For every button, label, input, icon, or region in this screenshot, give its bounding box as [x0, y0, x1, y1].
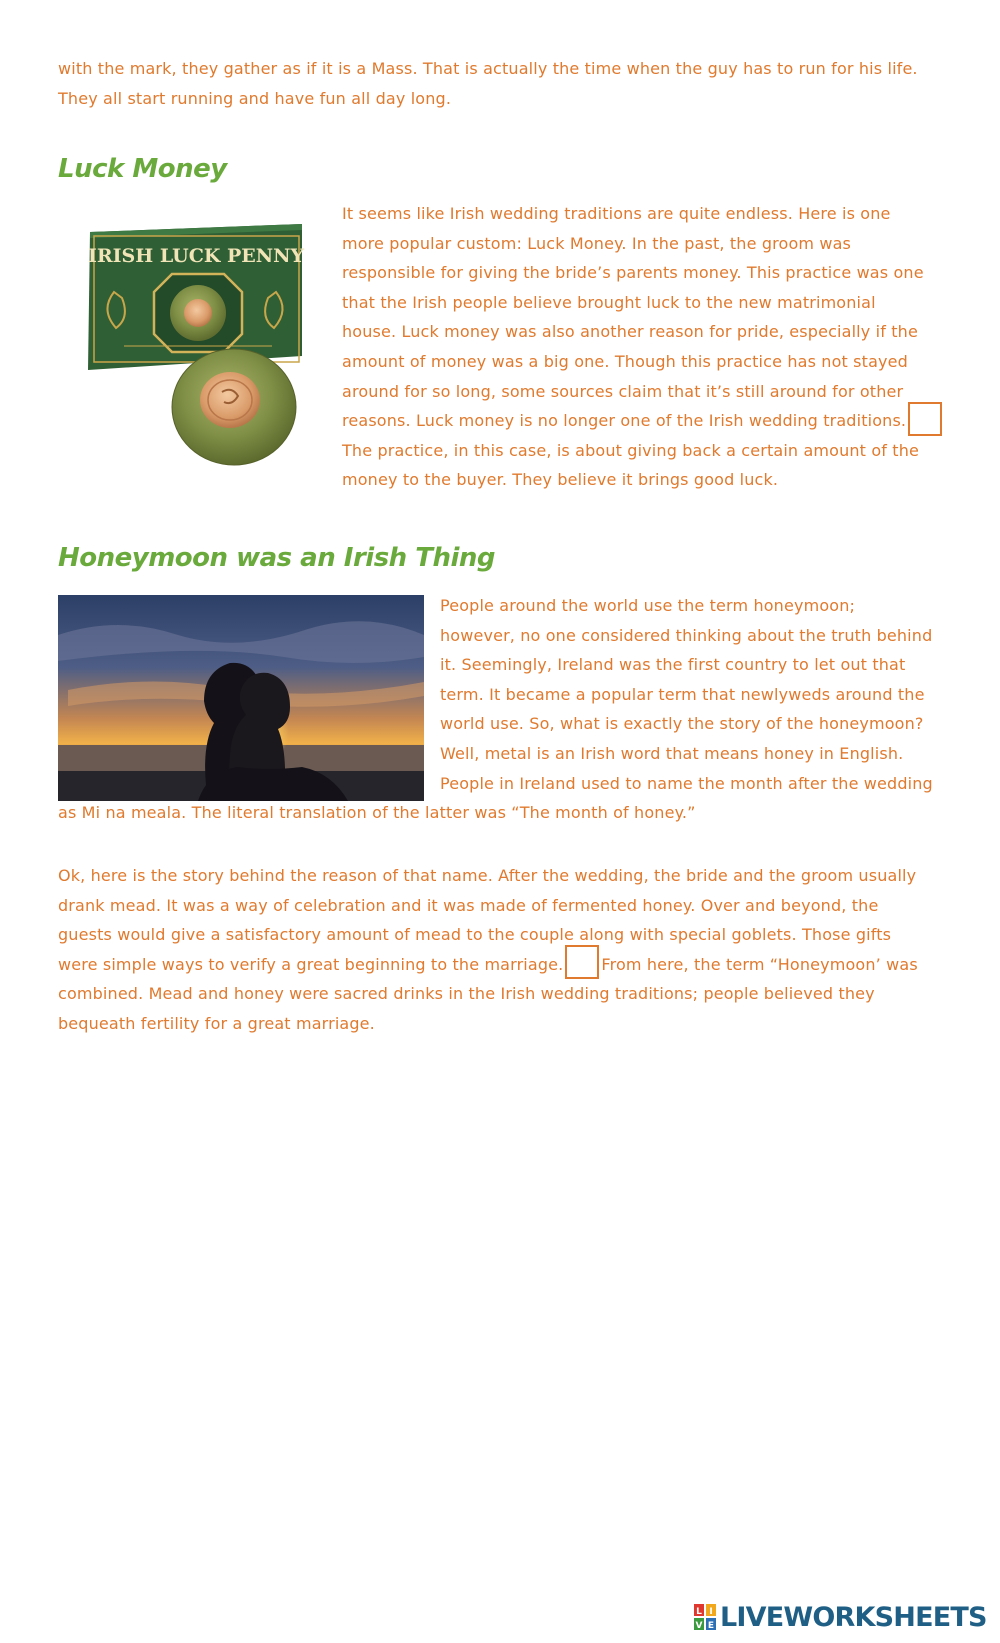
liveworksheets-logo: [694, 1601, 987, 1633]
text-line: It seems like Irish wedding traditions are quite endless. Here is one: [342, 204, 891, 223]
mead-paragraph: [58, 861, 918, 1039]
text-line: drank mead. It was a way of celebration and it was made of fermented honey. Over and beyond, the: [58, 895, 879, 915]
answer-box-luck-money[interactable]: [908, 402, 942, 436]
logo-text: LIVEWORKSHEETS: [720, 1601, 987, 1633]
text-line: They all start running and have fun all day long.: [58, 88, 452, 108]
honeymoon-paragraph: [440, 591, 933, 798]
text-line: money to the buyer. They believe it brings good luck.: [342, 470, 779, 490]
text-line: responsible for giving the bride’s parents money. This practice was one: [342, 263, 924, 283]
intro-paragraph: [58, 54, 918, 113]
text-line: term. It became a popular term that newlyweds around the: [440, 684, 925, 704]
svg-text:L: L: [696, 1607, 702, 1617]
text-line: [58, 950, 918, 980]
text-line: amount of money was a big one. Though this practice has not stayed: [342, 351, 908, 371]
text-line: Ok, here is the story behind the reason of that name. After the wedding, the bride and the groom usually: [58, 866, 917, 885]
text-line: Well, metal is an Irish word that means honey in English.: [440, 743, 904, 763]
svg-text:I: I: [709, 1607, 713, 1617]
luck-money-heading: Luck Money: [58, 154, 227, 184]
text-line: bequeath fertility for a great marriage.: [58, 1013, 375, 1033]
text-line: house. Luck money was also another reason for pride, especially if the: [342, 322, 918, 342]
svg-text:E: E: [707, 1621, 715, 1630]
text-line: People in Ireland used to name the month after the wedding: [440, 773, 933, 793]
luck-money-paragraph: [342, 199, 944, 495]
irish-luck-penny-image: [84, 222, 308, 472]
text-fragment: From here, the term “Honeymoon’ was: [601, 954, 918, 974]
answer-box-mead[interactable]: [565, 945, 599, 979]
honeymoon-heading: Honeymoon was an Irish Thing: [58, 543, 496, 573]
honeymoon-paragraph-tail: [58, 798, 696, 828]
text-line: as Mi na meala. The literal translation of the latter was “The month of honey.”: [58, 803, 696, 822]
text-line: around for so long, some sources claim that it’s still around for other: [342, 381, 904, 401]
sunset-couple-image: [58, 595, 424, 801]
box-label: IRISH LUCK PENNY: [87, 245, 305, 267]
live-logo-icon: [694, 1604, 716, 1630]
text-line: that the Irish people believe brought luck to the new matrimonial: [342, 292, 876, 312]
text-line: more popular custom: Luck Money. In the past, the groom was: [342, 233, 852, 253]
text-line: combined. Mead and honey were sacred drinks in the Irish wedding traditions; people believed they: [58, 984, 875, 1004]
text-line: guests would give a satisfactory amount of mead to the couple along with special goblets. Those gifts: [58, 925, 892, 945]
text-fragment: were simple ways to verify a great beginning to the marriage.: [58, 954, 564, 974]
text-line: with the mark, they gather as if it is a Mass. That is actually the time when the guy has to run for his life.: [58, 59, 918, 78]
text-fragment: reasons. Luck money is no longer one of the Irish wedding traditions.: [342, 411, 907, 431]
text-line: People around the world use the term honeymoon;: [440, 596, 856, 615]
text-line: however, no one considered thinking about the truth behind: [440, 625, 933, 645]
text-line: world use. So, what is exactly the story of the honeymoon?: [440, 714, 924, 734]
text-line: The practice, in this case, is about giving back a certain amount of the: [342, 440, 919, 460]
text-line: [342, 406, 944, 436]
text-line: it. Seemingly, Ireland was the first country to let out that: [440, 655, 906, 675]
svg-text:V: V: [695, 1621, 703, 1630]
